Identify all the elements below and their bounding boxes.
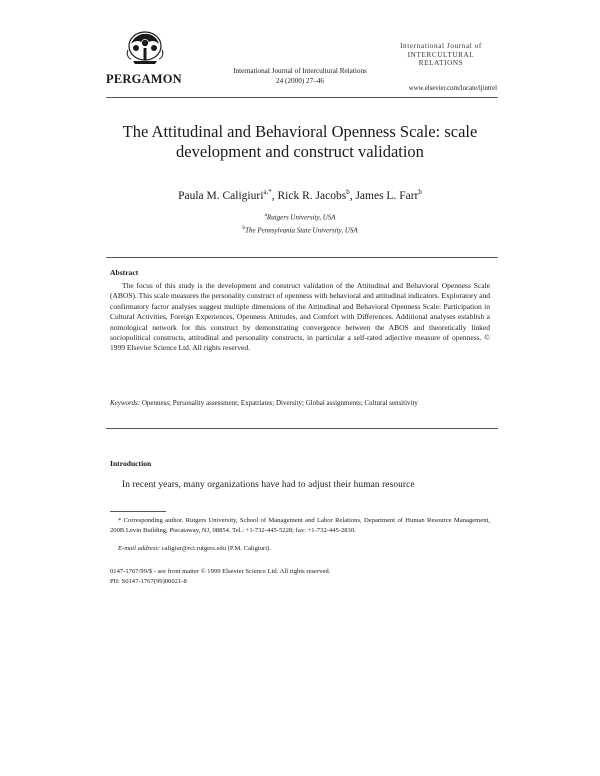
abstract-top-divider: [106, 257, 498, 258]
email-address[interactable]: caligiur@rci.rutgers.edu (P.M. Caligiuri).: [161, 545, 271, 552]
publisher-logo: [106, 28, 186, 90]
author-affil-marker: b: [418, 188, 422, 196]
footnote-divider: [110, 511, 166, 512]
journal-volume: 24 (2000) 27–46: [276, 77, 324, 85]
keywords-label: Keywords:: [110, 399, 141, 407]
article-title: The Attitudinal and Behavioral Openness Scale: scale development and construct validation: [122, 122, 478, 161]
footnote-email: [118, 545, 490, 552]
affiliation-marker: a: [264, 212, 267, 218]
header-divider: [106, 97, 498, 98]
author-affil-marker: b: [346, 188, 350, 196]
tree-emblem-icon: [116, 28, 174, 72]
author-name: James L. Farr: [355, 189, 419, 202]
introduction-heading: Introduction: [110, 459, 152, 468]
email-label: E-mail address:: [118, 545, 161, 552]
author-list: Paula M. Caligiuri$^{a,*}$, Rick R. Jacobs$^b$, James L. Farr$^b$: [178, 188, 422, 202]
affiliation-line: [100, 223, 500, 236]
masthead-line-1: International Journal of: [400, 42, 482, 50]
journal-name: International Journal of Intercultural Relations: [233, 67, 367, 75]
abstract-heading: Abstract: [110, 268, 139, 277]
abstract-bottom-divider: [106, 428, 498, 429]
masthead-line-2: INTERCULTURAL: [407, 50, 475, 59]
publisher-name: PERGAMON: [106, 72, 182, 86]
affiliations: [100, 210, 500, 236]
keywords: [110, 398, 490, 408]
journal-masthead: [386, 42, 496, 68]
abstract-body: The focus of this study is the development and construct validation of the Attitudinal and Behavioral Openness Scale (ABOS). This scale measures the personality construct of openness with behavioral and attitudinal indicators. Exploratory and confirmatory factor analyses suggest multiple dimensions of the Attitudinal and Behavioral Openness Scale: Participation in Cultural Activities, Foreign Experiences, Openness Attitudes, and Comfort with Differences. Additional analyses establish a nomological network for this construct by demonstrating convergence between the ABOS and theoretically linked sociopolitical constructs, attitudinal and personality constructs, in particular a self-rated adjective measure of openness. © 1999 Elsevier Science Ltd. All rights reserved.: [110, 281, 490, 353]
journal-url[interactable]: www.elsevier.com/locate/ijintrel: [408, 85, 497, 92]
copyright-line: 0147-1767/99/$ - see front matter © 1999 Elsevier Science Ltd. All rights reserved.: [110, 568, 331, 575]
introduction-first-line: In recent years, many organizations have had to adjust their human resource: [122, 480, 415, 490]
corresponding-author-footnote: * Corresponding author. Rutgers University, School of Management and Labor Relations, Department of Human Resource Management, 200B Levin Building, Piscataway, NJ, 08854. Tel.: +1-732-445-5228; fax: +1-732-445-2830.: [110, 517, 490, 534]
affiliation-line: [100, 210, 500, 223]
affiliation-text: The Pennsylvania State University, USA: [245, 226, 358, 235]
masthead-line-3: RELATIONS: [418, 59, 464, 67]
affiliation-marker: b: [242, 224, 246, 231]
pii-line: PII: S0147-1767(99)00021-8: [110, 577, 187, 585]
keywords-list: Openness; Personality assessment; Expatriates; Diversity; Global assignments; Cultural sensitivity: [141, 399, 418, 407]
copyright-block: [110, 567, 490, 586]
affiliation-text: Rutgers University, USA: [266, 213, 336, 222]
author-name: Paula M. Caligiuri: [178, 189, 264, 202]
author-name: Rick R. Jacobs: [277, 189, 347, 202]
journal-citation: [190, 66, 410, 86]
author-affil-marker: a,*: [263, 188, 272, 196]
